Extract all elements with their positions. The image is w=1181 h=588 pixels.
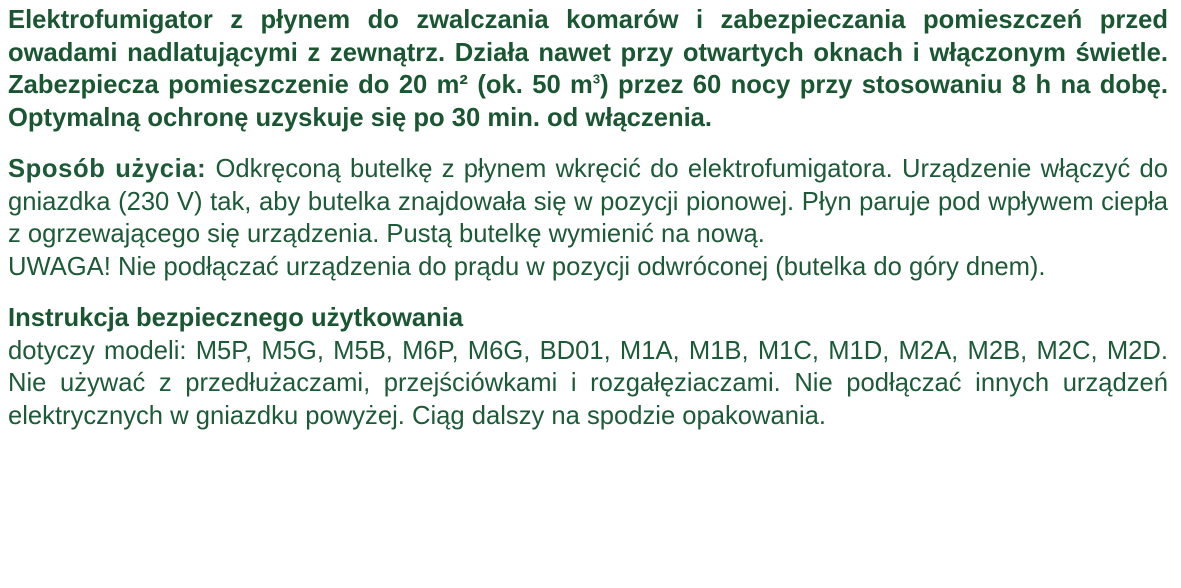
usage-label: Sposób użycia: <box>8 155 207 183</box>
cubic-superscript: 3 <box>592 71 601 87</box>
product-description-part2: ) przez 60 nocy przy stosowaniu 8 h na dobę. Optymalną ochronę uzyskuje się po 30 min. od włączenia. <box>8 71 1169 132</box>
safety-section <box>8 302 1168 432</box>
safety-heading: Instrukcja bezpiecznego użytkowania <box>8 304 464 332</box>
product-description-part1: Elektrofumigator z płynem do zwalczania komarów i zabezpieczania pomieszczeń przed owadami nadlatującymi z zewnątrz. Działa nawet przy otwartych oknach i włączonym świetle. Zabezpiecza pomieszczenie do 20 m² (ok. 50 m <box>8 6 1168 99</box>
product-label-text <box>8 4 1168 432</box>
warning-text: UWAGA! Nie podłączać urządzenia do prądu w pozycji odwróconej (butelka do góry dnem). <box>8 252 1046 281</box>
usage-instructions <box>8 153 1168 251</box>
product-description <box>8 4 1168 134</box>
safety-text: dotyczy modeli: M5P, M5G, M5B, M6P, M6G, BD01, M1A, M1B, M1C, M1D, M2A, M2B, M2C, M2D. Nie używać z przedłużaczami, przejściówkami i rozgałęziaczami. Nie podłączać innych urządzeń elektrycznych w gniazdku powyżej. Ciąg dalszy na spodzie opakowania. <box>8 336 1168 430</box>
usage-text: Odkręconą butelkę z płynem wkręcić do elektrofumigatora. Urządzenie włączyć do gniazdka (230 V) tak, aby butelka znajdowała się w pozycji pionowej. Płyn paruje pod wpływem ciepła z ogrzewającego się urządzenia. Pustą butelkę wymienić na nową. <box>8 155 1168 248</box>
